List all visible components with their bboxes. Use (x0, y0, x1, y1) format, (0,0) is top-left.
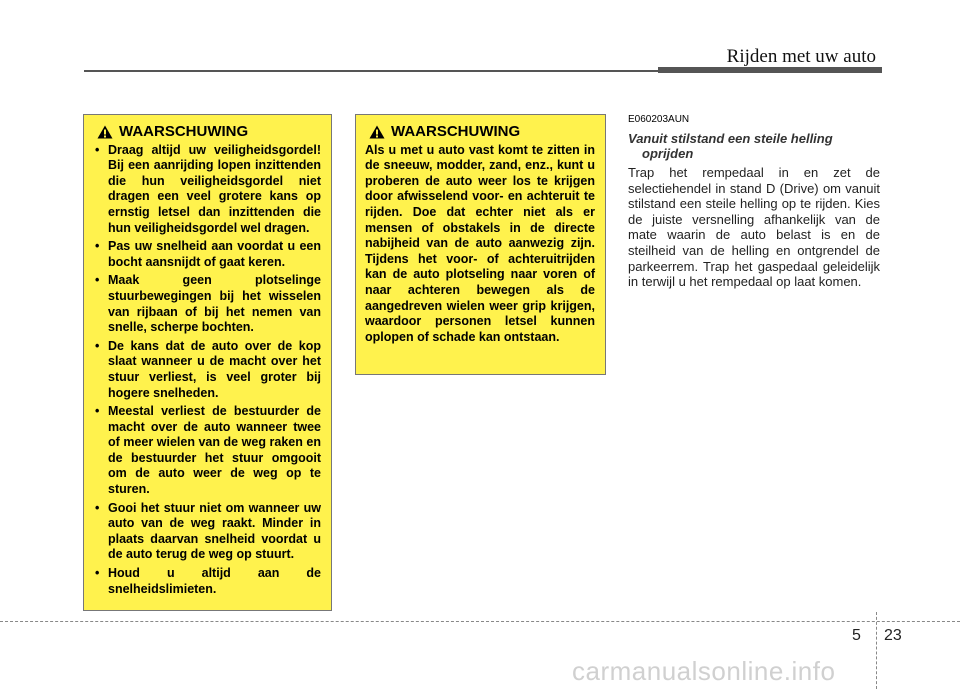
watermark: carmanualsonline.info (572, 656, 836, 686)
footer-rule (0, 621, 960, 622)
footer-divider (876, 612, 877, 689)
warning-item: • Gooi het stuur niet om wanneer uw auto van de weg raakt. Minder in plaats daarvan snelheid voordat u de auto terug de weg op stuurt. (93, 501, 321, 563)
section-code: E060203AUN (628, 114, 690, 125)
page-number: 23 (884, 627, 902, 644)
warning-item: • Maak geen plotselinge stuurbewegingen bij het wisselen van rijbaan of bij het nemen van snelle, scherpe bochten. (93, 273, 321, 335)
warning-body: Als u met u auto vast komt te zitten in de sneeuw, modder, zand, enz., kunt u proberen de auto weer los te krijgen door afwisselend voor- en achteruit te rijden. Doe dat echter niet als er mensen of obstakels in de directe nabijheid van de auto aanwezig zijn. Tijdens het voor- of achteruitrijden kan de auto plotseling naar voren of naar achteren bewegen als de aangedreven wielen weer grip krijgen, waardoor personen letsel kunnen oplopen of schade kan ontstaan. (365, 142, 595, 344)
section-heading (628, 131, 880, 161)
warning-triangle-icon (97, 125, 113, 139)
page-header-title: Rijden met uw auto (726, 46, 876, 67)
warning-title: WAARSCHUWING (119, 123, 249, 140)
warning-item: • Meestal verliest de bestuurder de macht over de auto wanneer twee of meer wielen van de weg raken en de bestuurder het stuur omgooit om de auto weer de weg op te sturen. (93, 404, 321, 498)
warning-triangle-icon (369, 125, 385, 139)
section-heading-line1: Vanuit stilstand een steile helling (628, 131, 833, 146)
warning-item: • Pas uw snelheid aan voordat u een bocht aansnijdt of gaat keren. (93, 239, 321, 270)
warning-item: • Houd u altijd aan de snelheidslimieten. (93, 566, 321, 597)
warning-box-middle (355, 114, 606, 375)
warning-header (97, 124, 321, 140)
section-column (628, 114, 880, 290)
section-body: Trap het rempedaal in en zet de selectiehendel in stand D (Drive) om vanuit stilstand een steile helling op te rijden. Kies de juiste versnelling afhankelijk van de mate waarin de auto belast is en de steilheid van de helling en ontgrendel de parkeerrem. Trap het gaspedaal geleidelijk in terwijl u het rempedaal op laat komen. (628, 165, 880, 290)
header-accent-bar (658, 67, 882, 73)
chapter-number: 5 (852, 627, 861, 644)
section-heading-line2: oprijden (642, 146, 694, 161)
warning-header (369, 124, 595, 140)
warning-item: • De kans dat de auto over de kop slaat wanneer u de macht over het stuur verliest, is veel groter bij hogere snelheden. (93, 339, 321, 401)
warning-box-left (83, 114, 332, 611)
warning-list (93, 143, 321, 598)
warning-item: • Draag altijd uw veiligheidsgordel! Bij een aanrijding lopen inzittenden die hun veiligheidsgordel niet dragen een veel grotere kans op ernstig letsel dan inzittenden die hun veiligheidsgordel wel dragen. (93, 143, 321, 237)
warning-title: WAARSCHUWING (391, 123, 521, 140)
